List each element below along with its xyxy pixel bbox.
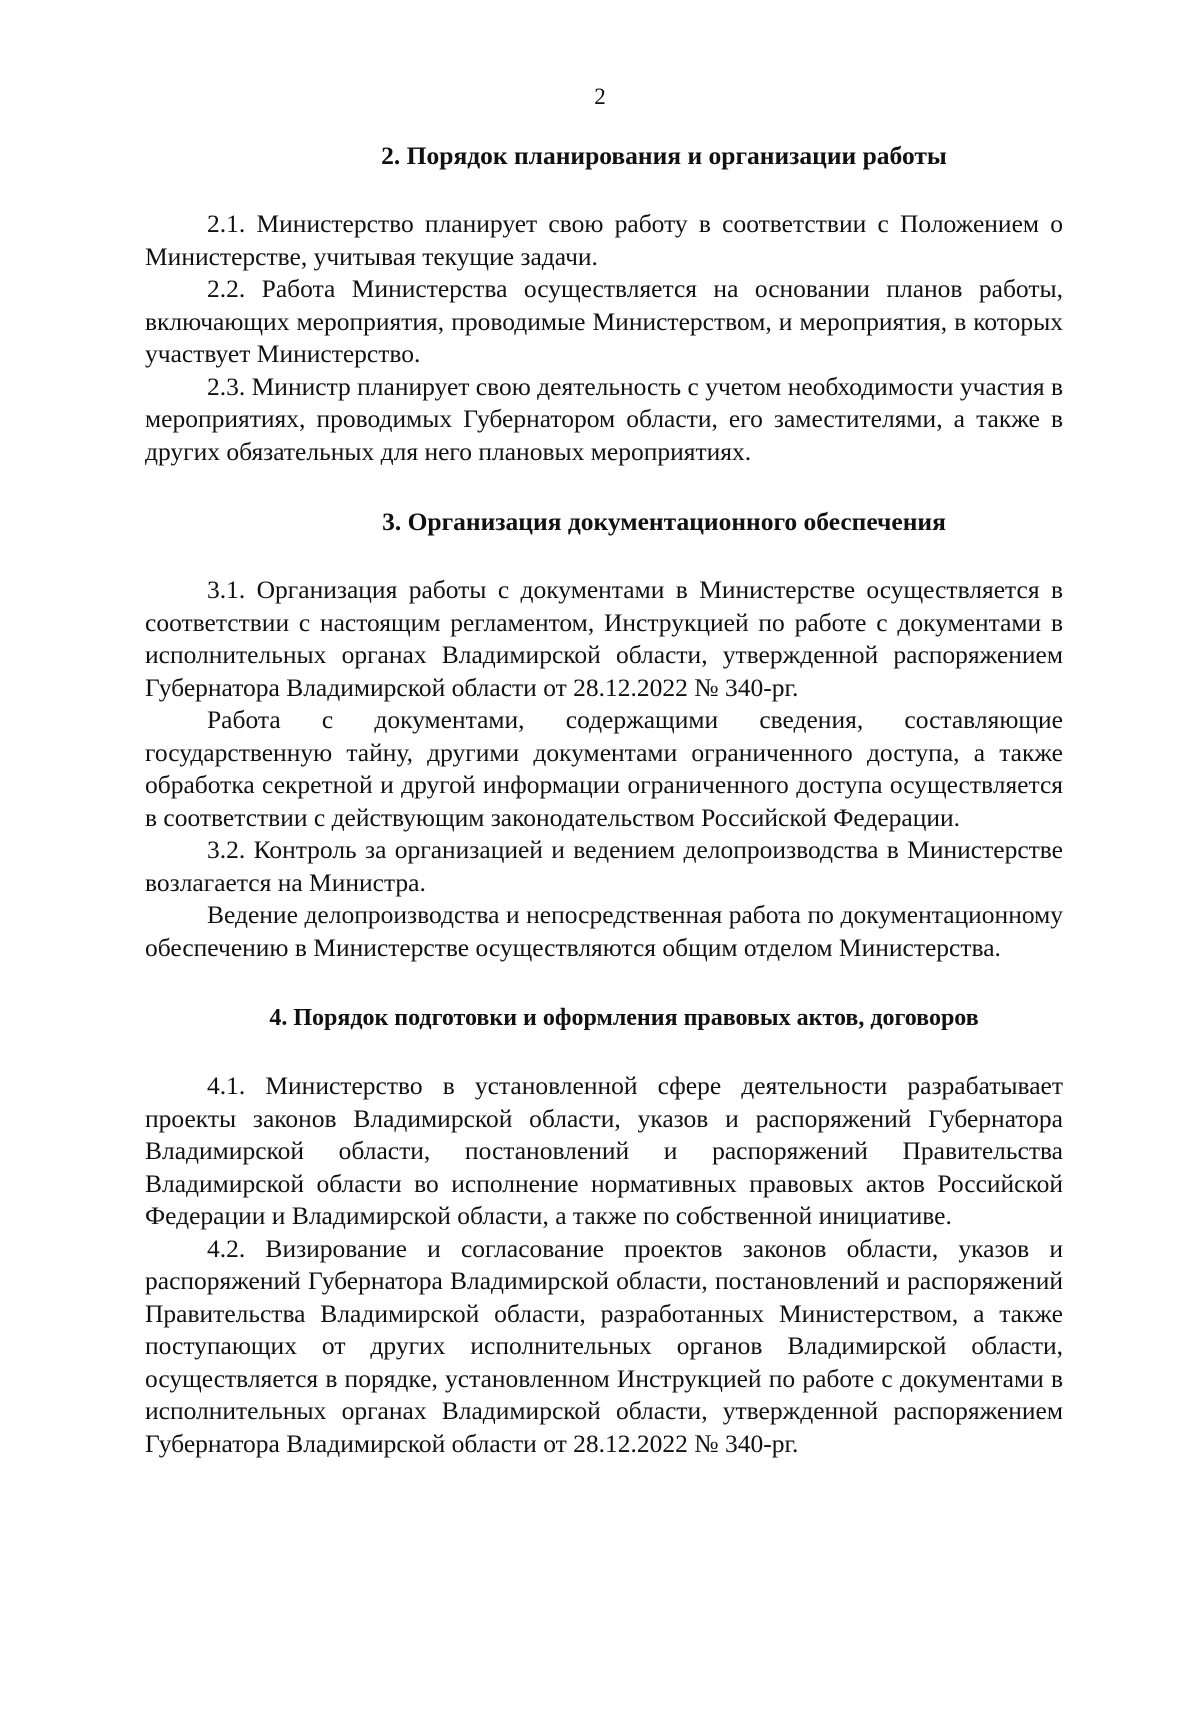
section-heading-4: 4. Порядок подготовки и оформления правовых актов, договоров (269, 1005, 979, 1031)
paragraph-4-1: 4.1. Министерство в установленной сфере деятельности разрабатывает проекты законов Владимирской области, указов и распоряжений Губернатора Владимирской области, постановлений и распоряжений Правительства Владимирской области во исполнение нормативных правовых актов Российской Федерации и Владимирской области, а также по собственной инициативе. (145, 1071, 1063, 1230)
paragraph-3-1: 3.1. Организация работы с документами в Министерстве осуществляется в соответствии с настоящим регламентом, Инструкцией по работе с документами в исполнительных органах Владимирской области, утвержденной распоряжением Губернатора Владимирской области от 28.12.2022 № 340-рг. (145, 575, 1063, 702)
spacer (145, 964, 1063, 1000)
paragraph-2-2: 2.2. Работа Министерства осуществляется на основании планов работы, включающих мероприятия, проводимые Министерством, и мероприятия, в которых участвует Министерство. (145, 274, 1063, 368)
page-number: 2 (594, 84, 606, 109)
paragraph-2-3: 2.3. Министр планирует свою деятельность с учетом необходимости участия в мероприятиях, проводимых Губернатором области, его заместителями, а также в других обязательных для него плановых мероприятиях. (145, 371, 1063, 466)
paragraph-3-2: 3.2. Контроль за организацией и ведением делопроизводства в Министерстве возлагается на Министра. (145, 835, 1063, 897)
spacer (145, 540, 1063, 574)
paragraph-3-2-records: Ведение делопроизводства и непосредственная работа по документационному обеспечению в Министерстве осуществляются общим отделом Министерства. (145, 900, 1063, 962)
spacer (145, 174, 1063, 208)
section-heading-2: 2. Порядок планирования и организации работы (381, 141, 947, 170)
document-body (145, 138, 1063, 1460)
paragraph-2-1: 2.1. Министерство планирует свою работу в соответствии с Положением о Министерстве, учитывая текущие задачи. (145, 209, 1063, 271)
section-heading-3: 3. Организация документационного обеспечения (382, 507, 946, 536)
paragraph-3-1-secret: Работа с документами, содержащими сведения, составляющие государственную тайну, другими документами ограниченного доступа, а также обработка секретной и другой информации ограниченного доступа осуществляется в соответствии с действующим законодательством Российской Федерации. (145, 705, 1063, 832)
spacer (145, 468, 1063, 504)
spacer (145, 1036, 1063, 1070)
paragraph-4-2: 4.2. Визирование и согласование проектов законов области, указов и распоряжений Губернатора Владимирской области, постановлений и распоряжений Правительства Владимирской области, разработанных Министерством, а также поступающих от других исполнительных органов Владимирской области, осуществляется в порядке, установленном Инструкцией по работе с документами в исполнительных органах Владимирской области, утвержденной распоряжением Губернатора Владимирской области от 28.12.2022 № 340-рг. (145, 1233, 1063, 1458)
